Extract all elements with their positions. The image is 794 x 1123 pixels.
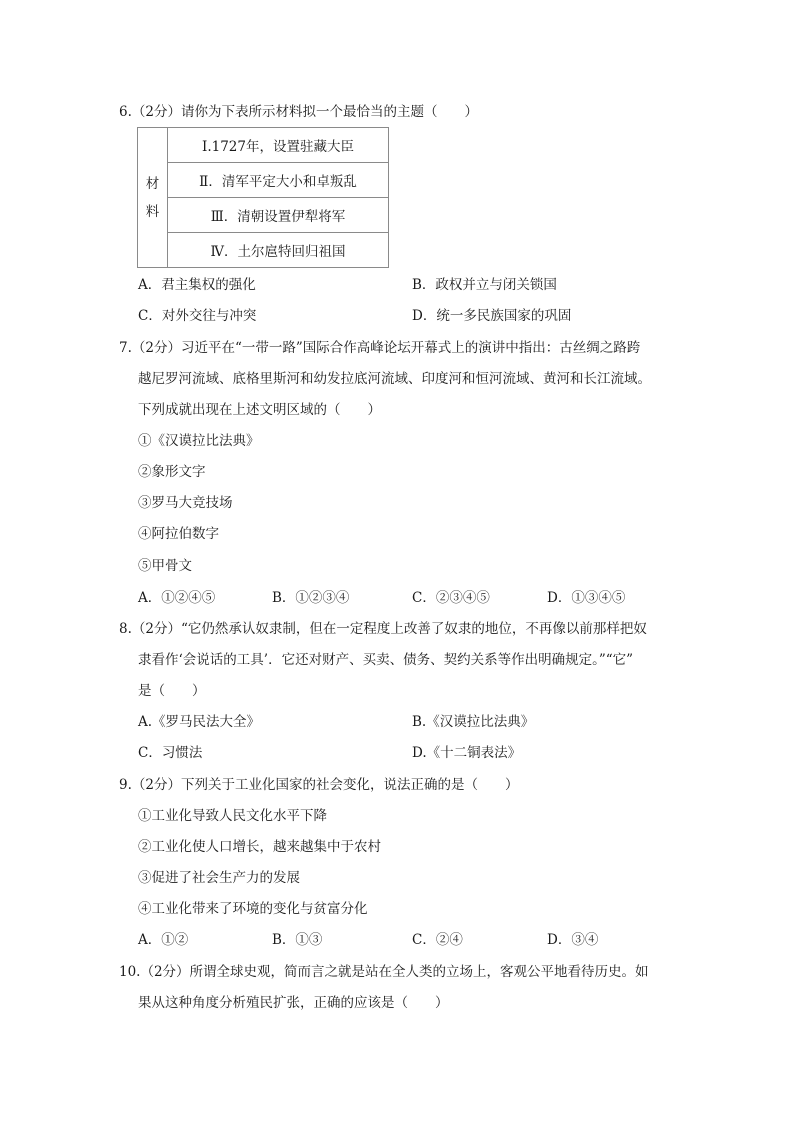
q9-option-c: C．②④ [412,932,463,948]
q7-option-c: C．②③④⑤ [412,590,490,606]
material-row: Ⅲ．清朝设置伊犁将军 [168,198,389,233]
question-8-stem-line-2: 隶看作‘会说话的工具’．它还对财产、买卖、债务、契约关系等作出明确规定。”“它” [138,652,634,668]
material-row: Ⅳ．土尔扈特回归祖国 [168,233,389,268]
material-row: Ⅰ.1727年，设置驻藏大臣 [168,128,389,163]
q8-option-b: B.《汉谟拉比法典》 [412,714,535,730]
q7-item: ⑤甲骨文 [138,558,192,574]
question-8-stem-line-1: 8.（2分）“它仍然承认奴隶制，但在一定程度上改善了奴隶的地位，不再像以前那样把奴 [119,621,647,637]
q6-option-c: C．对外交往与冲突 [138,308,257,324]
question-8-stem-line-3: 是（ ） [138,683,206,699]
question-10-stem-line-1: 10.（2分）所谓全球史观，简而言之就是站在全人类的立场上，客观公平地看待历史。如 [119,964,649,980]
q6-option-b: B．政权并立与闭关锁国 [412,277,557,293]
q9-option-d: D．③④ [547,932,599,948]
material-side-label [138,128,168,268]
q7-item: ④阿拉伯数字 [138,526,219,542]
question-7-stem-line-1: 7.（2分）习近平在“一带一路”国际合作高峰论坛开幕式上的演讲中指出：古丝绸之路跨 [119,340,641,356]
q7-option-b: B．①②③④ [272,590,350,606]
q9-option-a: A．①② [138,932,189,948]
question-7-stem-line-2: 越尼罗河流域、底格里斯河和幼发拉底河流域、印度河和恒河流域、黄河和长江流域。 [138,371,651,387]
q7-item: ③罗马大竞技场 [138,495,233,511]
q7-option-d: D．①③④⑤ [547,590,626,606]
question-9-stem: 9.（2分）下列关于工业化国家的社会变化，说法正确的是（ ） [119,777,519,793]
material-table [137,127,389,268]
q9-item: ③促进了社会生产力的发展 [138,870,300,886]
q7-item: ②象形文字 [138,464,206,480]
q7-option-a: A．①②④⑤ [138,590,216,606]
q6-option-d: D．统一多民族国家的巩固 [412,308,572,324]
material-row: Ⅱ．清军平定大小和卓叛乱 [168,163,389,198]
q6-option-a: A．君主集权的强化 [138,277,256,293]
q9-option-b: B．①③ [272,932,323,948]
q9-item: ①工业化导致人民文化水平下降 [138,808,327,824]
q8-option-c: C．习惯法 [138,745,203,761]
question-7-stem-line-3: 下列成就出现在上述文明区域的（ ） [138,402,381,418]
material-side-char-2: 料 [145,203,160,220]
question-6-stem: 6.（2分）请你为下表所示材料拟一个最恰当的主题（ ） [119,104,478,120]
q9-item: ④工业化带来了环境的变化与贫富分化 [138,901,368,917]
q9-item: ②工业化使人口增长，越来越集中于农村 [138,839,381,855]
material-side-char-1: 材 [145,175,160,192]
q8-option-d: D.《十二铜表法》 [412,745,522,761]
question-10-stem-line-2: 果从这种角度分析殖民扩张，正确的应该是（ ） [138,995,449,1011]
q7-item: ①《汉谟拉比法典》 [138,433,260,449]
q8-option-a: A.《罗马民法大全》 [138,714,261,730]
